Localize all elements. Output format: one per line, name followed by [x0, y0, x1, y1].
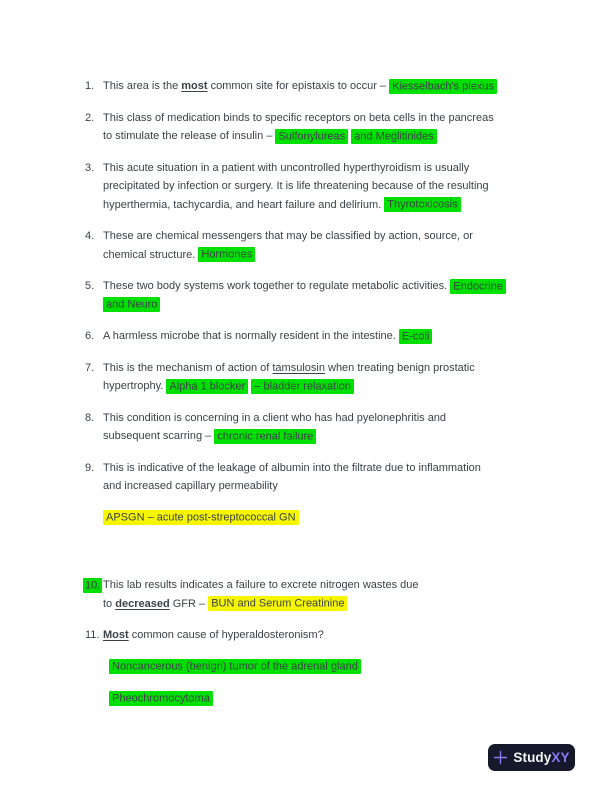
text-segment: This is indicative of the leakage of albumin into the filtrate due to inflammation [103, 461, 481, 474]
text-segment: decreased [115, 597, 170, 610]
item-paragraph [103, 359, 535, 396]
text-segment: Most [103, 629, 129, 641]
item-number: 6. [85, 330, 95, 342]
list-item [85, 626, 535, 708]
item-content [103, 159, 535, 215]
text-segment: This condition is concerning in a client who has had pyelonephritis and [103, 411, 447, 424]
text-segment: chemical structure. [103, 248, 199, 261]
item-number: 2. [85, 111, 95, 124]
item-content [103, 626, 535, 708]
item-number: 4. [85, 230, 95, 242]
text-segment: subsequent scarring – [103, 430, 215, 442]
item-content [103, 327, 535, 346]
logo-text-accent: XY [551, 749, 570, 765]
item-paragraph [109, 658, 535, 677]
highlighted-text-green: and Meglitinides [351, 129, 437, 144]
item-number: 11. [85, 629, 100, 641]
item-content [103, 576, 535, 613]
highlighted-text-green: – bladder relaxation [251, 379, 354, 394]
highlighted-text-green: Thyrotoxicosis [384, 197, 460, 212]
text-segment: common cause of hyperaldosteronism? [128, 629, 324, 641]
text-segment: This class of medication binds to specific receptors on beta cells in the pancreas [103, 111, 494, 124]
text-segment: when treating benign prostatic [324, 361, 475, 374]
list-item [85, 576, 535, 613]
item-number: 9. [85, 461, 95, 474]
highlighted-text-green: Sulfonylureas [275, 129, 348, 144]
highlighted-text-green: Hormones [198, 247, 255, 262]
list-item [85, 77, 535, 96]
item-paragraph [109, 689, 535, 708]
item-content [103, 77, 535, 96]
item-content [103, 227, 535, 264]
text-segment: precipitated by infection or surgery. It is life threatening because of the resulting [103, 180, 489, 192]
list-item [85, 359, 535, 396]
item-paragraph [103, 159, 535, 215]
text-segment: These are chemical messengers that may be classified by action, source, or [103, 230, 473, 242]
text-segment: hypertrophy. [103, 380, 167, 392]
highlighted-text-green: E-coli [399, 329, 433, 344]
list-item [85, 109, 535, 146]
item-number: 10. [85, 579, 101, 591]
text-segment: hyperthermia, tachycardia, and heart failure and delirium. [103, 198, 385, 211]
item-paragraph [103, 509, 535, 528]
item-paragraph [103, 277, 535, 314]
item-paragraph [103, 109, 535, 146]
list-item [85, 409, 535, 446]
text-segment: and increased capillary permeability [103, 480, 278, 492]
list-item [85, 159, 535, 215]
text-segment: This area is the [103, 80, 182, 92]
item-content [103, 459, 535, 528]
plus-icon [493, 750, 508, 765]
text-segment: These two body systems work together to regulate metabolic activities. [103, 280, 451, 292]
item-paragraph [103, 327, 535, 346]
text-segment: tamsulosin [272, 361, 325, 374]
text-segment: This acute situation in a patient with uncontrolled hyperthyroidism is usually [103, 161, 470, 174]
item-paragraph [103, 626, 535, 645]
item-paragraph [103, 576, 535, 613]
highlighted-text-green: Alpha 1 blocker [166, 379, 248, 394]
list-item [85, 459, 535, 528]
text-segment: to stimulate the release of insulin – [103, 130, 276, 142]
item-number: 7. [85, 361, 95, 374]
highlighted-text-green: and Neuro [103, 297, 160, 312]
item-paragraph [103, 77, 535, 96]
text-segment: common site for epistaxis to occur – [207, 80, 390, 92]
item-number: 5. [85, 280, 95, 292]
item-number: 8. [85, 411, 95, 424]
highlighted-text-green: Pheochromocytoma [109, 691, 213, 706]
text-segment: GFR – [169, 597, 209, 610]
list-item [85, 327, 535, 346]
highlighted-text-green: Noncancerous (benign) tumor of the adrenal gland [109, 659, 361, 674]
logo-text-primary: Study [513, 749, 552, 765]
item-content [103, 109, 535, 146]
list-item [85, 227, 535, 264]
item-paragraph [103, 459, 535, 496]
highlighted-text-green: chronic renal failure [214, 429, 316, 444]
item-paragraph [103, 227, 535, 264]
text-segment: This is the mechanism of action of [103, 361, 273, 374]
item-content [103, 359, 535, 396]
question-list [85, 77, 535, 721]
highlighted-text-yellow: BUN and Serum Creatinine [208, 596, 347, 611]
item-content [103, 277, 535, 314]
text-segment: A harmless microbe that is normally resident in the intestine. [103, 330, 399, 342]
item-number: 3. [85, 161, 95, 174]
studyxy-logo [488, 744, 575, 771]
logo-wordmark [513, 751, 569, 765]
item-content [103, 409, 535, 446]
list-item [85, 277, 535, 314]
text-segment: to [103, 597, 116, 610]
text-segment: most [181, 80, 208, 92]
highlighted-text-green: Kiesselbach's plexus [389, 79, 497, 94]
highlighted-text-green: Endocrine [450, 279, 506, 294]
item-paragraph [103, 409, 535, 446]
text-segment: This lab results indicates a failure to excrete nitrogen wastes due [103, 579, 419, 591]
highlighted-text-yellow: APSGN – acute post-streptococcal GN [103, 510, 299, 525]
item-number: 1. [85, 80, 95, 92]
